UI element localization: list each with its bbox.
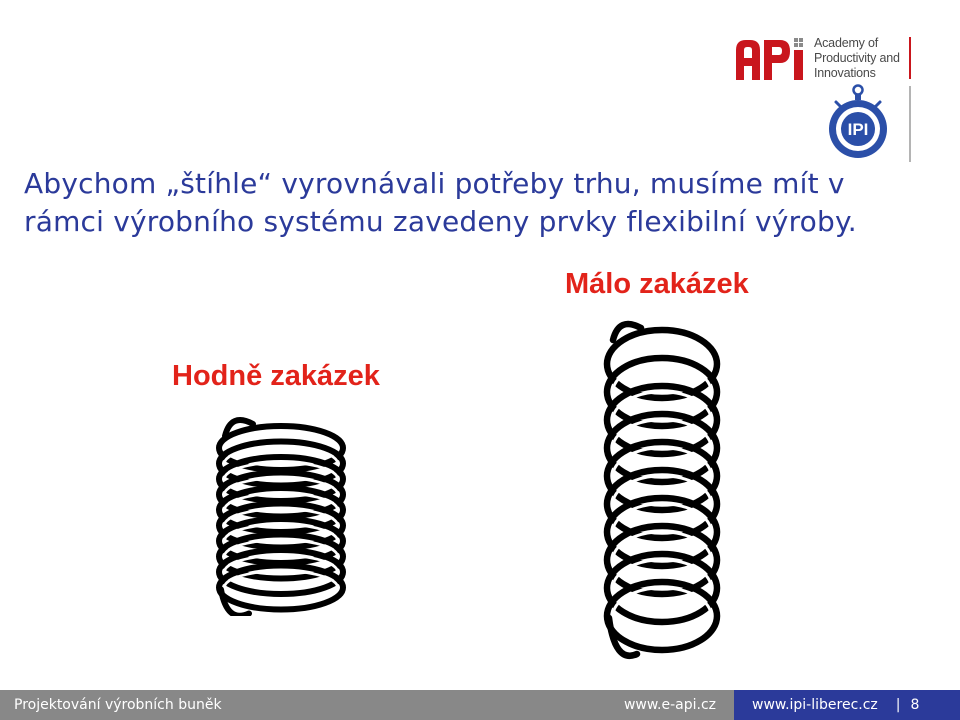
label-many-orders: Hodně zakázek: [172, 360, 380, 392]
slide-body-text: Abychom „štíhle“ vyrovnávali potřeby trhu, musíme mít v rámci výrobního systému zavedeny prvky flexibilní výroby.: [24, 167, 857, 238]
logo-divider-grey: [909, 86, 911, 162]
spring-illustration-tall: [594, 316, 734, 666]
footer-left-bar: [0, 690, 734, 720]
logo-divider-red: [909, 37, 911, 79]
footer-course-title: Projektování výrobních buněk: [14, 697, 222, 713]
footer-right-bar: [734, 690, 960, 720]
ipi-stopwatch-logo: [826, 84, 892, 160]
spring-illustration-short: [202, 412, 356, 616]
api-logo-mark: [734, 36, 806, 82]
api-logo: [734, 36, 914, 84]
api-tagline-line: Innovations: [814, 66, 876, 80]
api-tagline-line: Academy of: [814, 36, 879, 50]
footer-page-number: 8: [910, 697, 920, 713]
ipi-logo-text: IPI: [847, 120, 869, 139]
label-few-orders: Málo zakázek: [565, 268, 749, 300]
slide-footer: [0, 690, 960, 720]
footer-link-ipi-liberec[interactable]: www.ipi-liberec.cz: [752, 697, 878, 713]
footer-link-e-api[interactable]: www.e-api.cz: [623, 697, 716, 713]
api-logo-tagline: [814, 36, 900, 81]
api-tagline-line: Productivity and: [814, 51, 900, 65]
footer-separator: |: [895, 697, 901, 713]
